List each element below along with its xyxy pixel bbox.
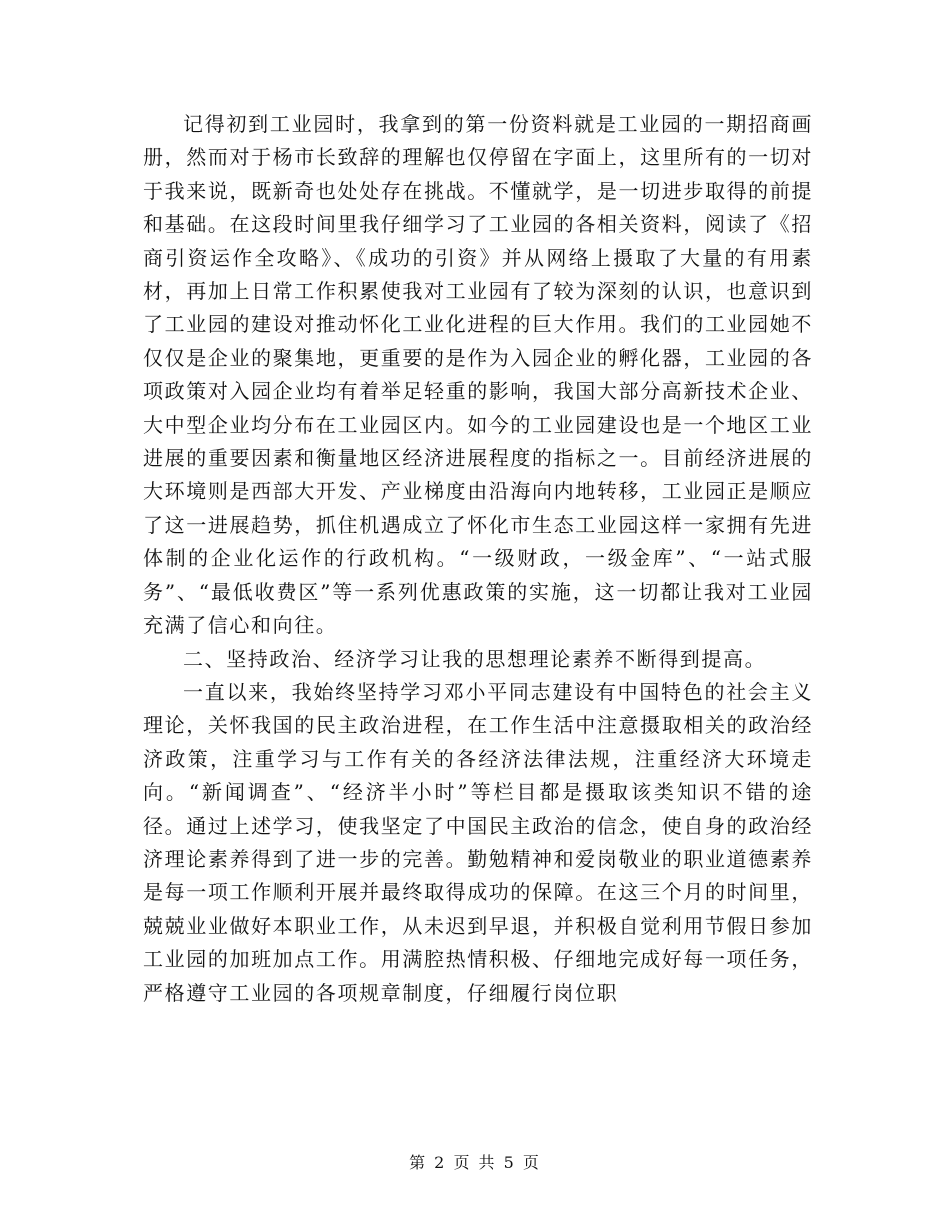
document-body [143, 108, 813, 1010]
page-number-label: 第 2 页 共 5 页 [409, 1153, 541, 1172]
paragraph-3: 一直以来，我始终坚持学习邓小平同志建设有中国特色的社会主义理论，关怀我国的民主政治进程，在工作生活中注意摄取相关的政治经济政策，注重学习与工作有关的各经济法律法规，注重经济大环境走向。“新闻调查”、“经济半小时”等栏目都是摄取该类知识不错的途径。通过上述学习，使我坚定了中国民主政治的信念，使自身的政治经济理论素养得到了进一步的完善。勤勉精神和爱岗敬业的职业道德素养是每一项工作顺利开展并最终取得成功的保障。在这三个月的时间里，兢兢业业做好本职业工作，从未迟到早退，并积极自觉利用节假日参加工业园的加班加点工作。用满腔热情积极、仔细地完成好每一项任务，严格遵守工业园的各项规章制度，仔细履行岗位职 [143, 679, 813, 1005]
paragraph-1: 记得初到工业园时，我拿到的第一份资料就是工业园的一期招商画册，然而对于杨市长致辞的理解也仅停留在字面上，这里所有的一切对于我来说，既新奇也处处存在挑战。不懂就学，是一切进步取得的前提和基础。在这段时间里我仔细学习了工业园的各相关资料，阅读了《招商引资运作全攻略》、《成功的引资》并从网络上摄取了大量的有用素材，再加上日常工作积累使我对工业园有了较为深刻的认识，也意识到了工业园的建设对推动怀化工业化进程的巨大作用。我们的工业园她不仅仅是企业的聚集地，更重要的是作为入园企业的孵化器，工业园的各项政策对入园企业均有着举足轻重的影响，我国大部分高新技术企业、大中型企业均分布在工业园区内。如今的工业园建设也是一个地区工业进展的重要因素和衡量地区经济进展程度的指标之一。目前经济进展的大环境则是西部大开发、产业梯度由沿海向内地转移，工业园正是顺应了这一进展趋势，抓住机遇成立了怀化市生态工业园这样一家拥有先进体制的企业化运作的行政机构。“一级财政，一级金库”、“一站式服务”、“最低收费区”等一系列优惠政策的实施，这一切都让我对工业园充满了信心和向往。 [143, 112, 813, 638]
paragraph-2-heading: 二、坚持政治、经济学习让我的思想理论素养不断得到提高。 [183, 646, 767, 671]
page-footer [0, 1150, 950, 1173]
